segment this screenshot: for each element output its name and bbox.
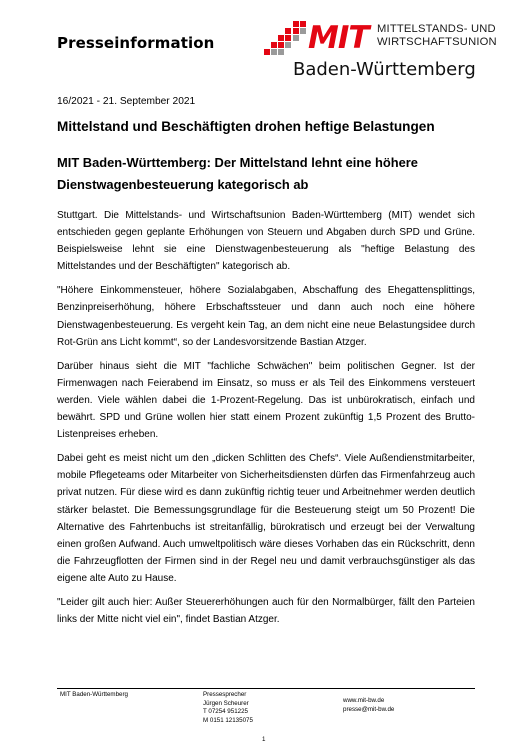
subheadline: MIT Baden-Württemberg: Der Mittelstand lehnt eine höhere Dienstwagenbesteuerung kategorisch ab [57,155,418,192]
footer-contact: Pressesprecher Jürgen Scheurer T 07254 951225 M 0151 12135075 [203,691,253,724]
logo-subtitle: MITTELSTANDS- UND WIRTSCHAFTSUNION [377,23,497,48]
logo-wordmark: MIT [308,20,369,56]
headline: Mittelstand und Beschäftigten drohen heftige Belastungen [57,119,435,134]
paragraph: Dabei geht es meist nicht um den „dicken Schlitten des Chefs“. Viele Außendienstmitarbeiter, mobile Pflegeteams oder Mitarbeiter von Sicherheitsdiensten dürfen das Firmenfahrzeug auch privat nutzen. Für diese wird es dann zukünftig richtig teuer und Arbeitnehmer werden deutlich stärker belastet. Die Bemessungsgrundlage für die Besteuerung steigt um 50 Prozent! Die Alternative des Fahrtenbuchs ist streitanfällig, bürokratisch und erzeugt bei der Verwaltung einen großen Aufwand. Auch umweltpolitisch wäre dieses Vorhaben das ein Rückschritt, denn die Fahrzeugflotten der Firmen sind in der Regel neu und damit verbrauchsgünstiger als das eigene alte Auto zu Hause. [57,453,475,584]
email-link[interactable]: presse@mit-bw.de [343,705,395,713]
paragraph: "Höhere Einkommensteuer, höhere Sozialabgaben, Abschaffung des Ehegattensplittings, Benzinpreiserhöhung, höhere Erbschaftssteuer und dann auch noch eine höhere Dienstwagenbesteuerung. Es vergeht kein Tag, an dem nicht eine neue Belastungsidee durch Rot-Grün ans Licht kommt“, so der Landesvorsitzende Bastian Atzger. [57,285,475,348]
logo-mark-icon [262,20,308,58]
body-text [57,207,475,635]
mit-logo [262,20,512,60]
paragraph: Darüber hinaus sieht die MIT "fachliche Schwächen" beim politischen Gegner. Ist der Firmenwagen nach Feierabend im Einsatz, so muss er als Teil des Einkommens versteuert werden. Viele wählen dabei die 1-Prozent-Regelung. Das ist unbürokratisch, einfach und bewährt. SPD und Grüne wollen hier statt einem Prozent zukünftig 1,5 Prozent des Brutto-Listenpreises erheben. [57,360,475,441]
footer-organization: MIT Baden-Württemberg [60,691,128,698]
release-date: 16/2021 - 21. September 2021 [57,96,196,107]
footer-divider [57,688,475,689]
page-number: 1 [262,736,266,743]
website-link[interactable]: www.mit-bw.de [343,697,385,704]
footer-links [343,697,394,714]
paragraph: "Leider gilt auch hier: Außer Steuererhöhungen auch für den Normalbürger, fällt den Parteien links der Mitte nicht viel ein", findet Bastian Atzger. [57,596,475,626]
document-label: Presseinformation [57,34,215,52]
paragraph: Stuttgart. Die Mittelstands- und Wirtschaftsunion Baden-Württemberg (MIT) wendet sich entschieden gegen geplante Erhöhungen von Steuern und Abgaben durch SPD und Grüne. Beispielsweise lehnt sie eine Dienstwagenbesteuerung als "heftige Belastung des Mittelstandes und der Beschäftigten" kategorisch ab. [57,210,475,273]
region-title: Baden-Württemberg [293,59,476,80]
